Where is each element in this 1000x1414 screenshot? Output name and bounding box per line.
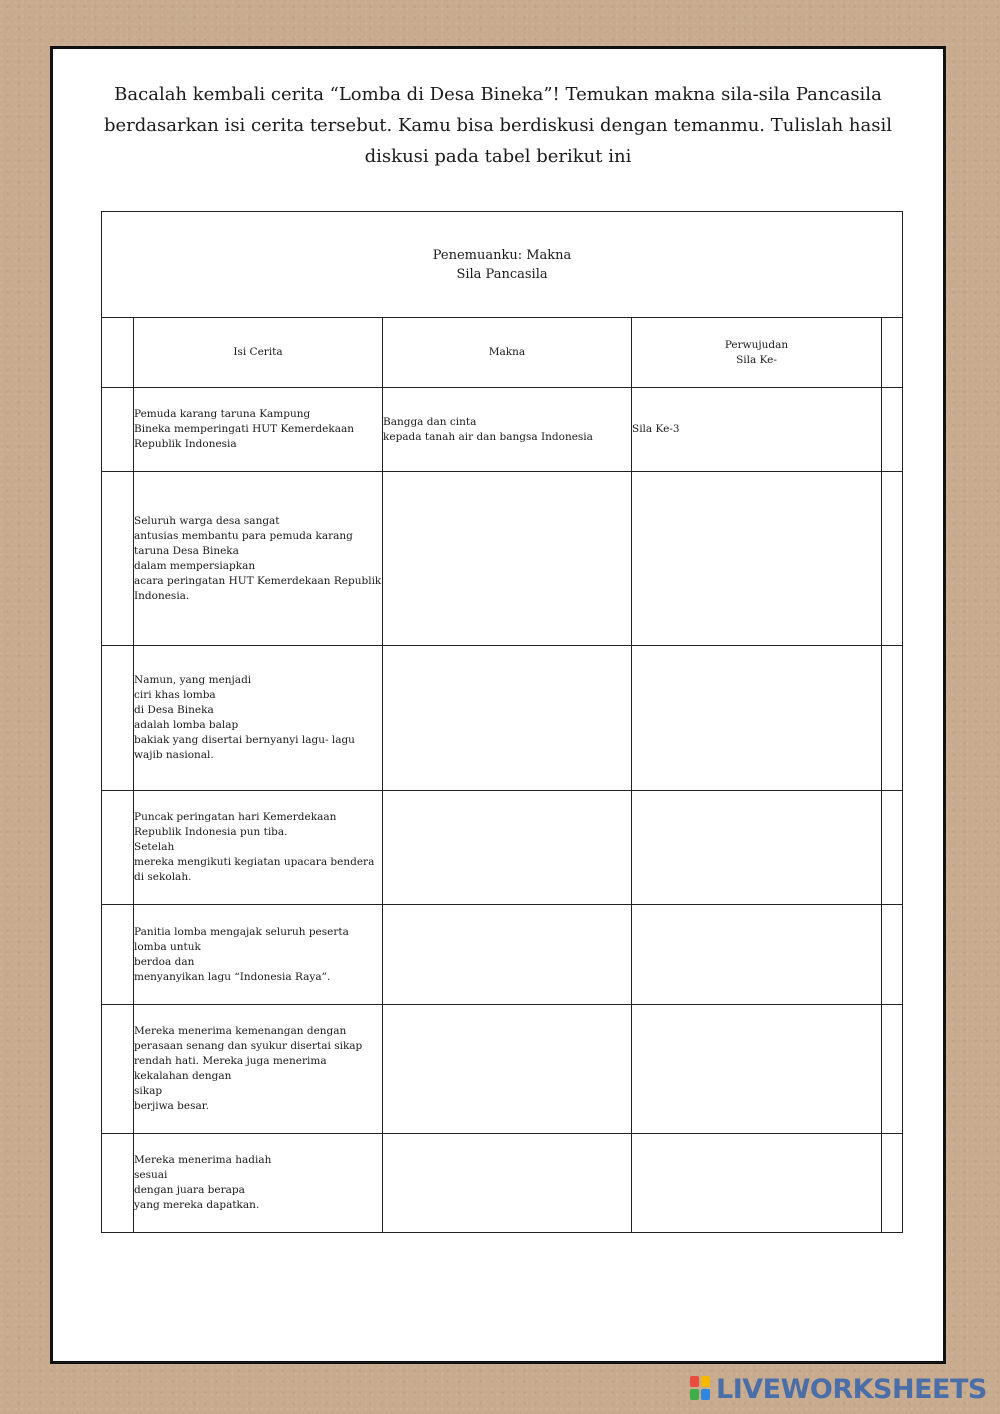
sila-answer[interactable] xyxy=(632,472,882,646)
spacer-cell-left xyxy=(102,318,134,388)
sila-answer[interactable] xyxy=(632,905,882,1005)
header-makna: Makna xyxy=(383,318,632,388)
makna-answer[interactable] xyxy=(383,1005,632,1134)
story-cell: Panitia lomba mengajak seluruh peserta lomba untuk berdoa dan menyanyikan lagu “Indonesia Raya”. xyxy=(134,905,383,1005)
story-cell: Pemuda karang taruna Kampung Bineka memperingati HUT Kemerdekaan Republik Indonesia xyxy=(134,388,383,472)
pancasila-table xyxy=(101,211,903,1233)
table-title-line2: Sila Pancasila xyxy=(456,266,548,282)
spacer-cell-right xyxy=(882,1005,903,1134)
table-row xyxy=(102,388,903,472)
spacer-cell-left xyxy=(102,1005,134,1134)
spacer-cell-right xyxy=(882,388,903,472)
spacer-cell-left xyxy=(102,905,134,1005)
spacer-cell-right xyxy=(882,791,903,905)
makna-answer[interactable] xyxy=(383,646,632,791)
liveworksheets-wordmark: LIVEWORKSHEETS xyxy=(716,1373,987,1405)
instruction-text: Bacalah kembali cerita “Lomba di Desa Bineka”! Temukan makna sila-sila Pancasila berdasarkan isi cerita tersebut. Kamu bisa berdiskusi dengan temanmu. Tulislah hasil diskusi pada tabel berikut ini xyxy=(104,84,892,167)
table-row xyxy=(102,1005,903,1134)
liveworksheets-logo-icon xyxy=(690,1376,712,1402)
spacer-cell-right xyxy=(882,905,903,1005)
sila-answer[interactable]: Sila Ke-3 xyxy=(632,388,882,472)
table-row xyxy=(102,646,903,791)
story-cell: Puncak peringatan hari Kemerdekaan Republik Indonesia pun tiba. Setelah mereka mengikuti kegiatan upacara bendera di sekolah. xyxy=(134,791,383,905)
sila-answer[interactable] xyxy=(632,1005,882,1134)
sila-answer[interactable] xyxy=(632,1134,882,1233)
story-cell: Namun, yang menjadi ciri khas lomba di Desa Bineka adalah lomba balap bakiak yang disertai bernyanyi lagu- lagu wajib nasional. xyxy=(134,646,383,791)
header-isi-cerita: Isi Cerita xyxy=(134,318,383,388)
sila-answer[interactable] xyxy=(632,791,882,905)
table-title-line1: Penemuanku: Makna xyxy=(432,247,572,263)
table-title-row xyxy=(102,212,903,318)
story-cell: Mereka menerima hadiah sesuai dengan juara berapa yang mereka dapatkan. xyxy=(134,1134,383,1233)
table-title xyxy=(102,212,903,318)
header-perwujudan xyxy=(632,318,882,388)
spacer-cell-right xyxy=(882,472,903,646)
spacer-cell-right xyxy=(882,1134,903,1233)
spacer-cell-left xyxy=(102,472,134,646)
table-row xyxy=(102,905,903,1005)
liveworksheets-brand[interactable] xyxy=(690,1372,987,1406)
makna-answer[interactable] xyxy=(383,791,632,905)
table-row xyxy=(102,791,903,905)
story-cell: Seluruh warga desa sangat antusias membantu para pemuda karang taruna Desa Bineka dalam mempersiapkan acara peringatan HUT Kemerdekaan Republik Indonesia. xyxy=(134,472,383,646)
header-perwujudan-line2: Sila Ke- xyxy=(736,353,777,366)
story-cell: Mereka menerima kemenangan dengan perasaan senang dan syukur disertai sikap rendah hati. Mereka juga menerima kekalahan dengan sikap berjiwa besar. xyxy=(134,1005,383,1134)
spacer-cell-left xyxy=(102,388,134,472)
spacer-cell-right xyxy=(882,318,903,388)
spacer-cell-left xyxy=(102,1134,134,1233)
spacer-cell-right xyxy=(882,646,903,791)
makna-answer[interactable] xyxy=(383,1134,632,1233)
header-perwujudan-line1: Perwujudan xyxy=(724,338,789,351)
makna-answer[interactable] xyxy=(383,905,632,1005)
spacer-cell-left xyxy=(102,646,134,791)
table-header-row xyxy=(102,318,903,388)
table-row xyxy=(102,472,903,646)
spacer-cell-left xyxy=(102,791,134,905)
table-row xyxy=(102,1134,903,1233)
makna-answer[interactable]: Bangga dan cinta kepada tanah air dan bangsa Indonesia xyxy=(383,388,632,472)
sila-answer[interactable] xyxy=(632,646,882,791)
makna-answer[interactable] xyxy=(383,472,632,646)
worksheet-page xyxy=(50,46,946,1364)
